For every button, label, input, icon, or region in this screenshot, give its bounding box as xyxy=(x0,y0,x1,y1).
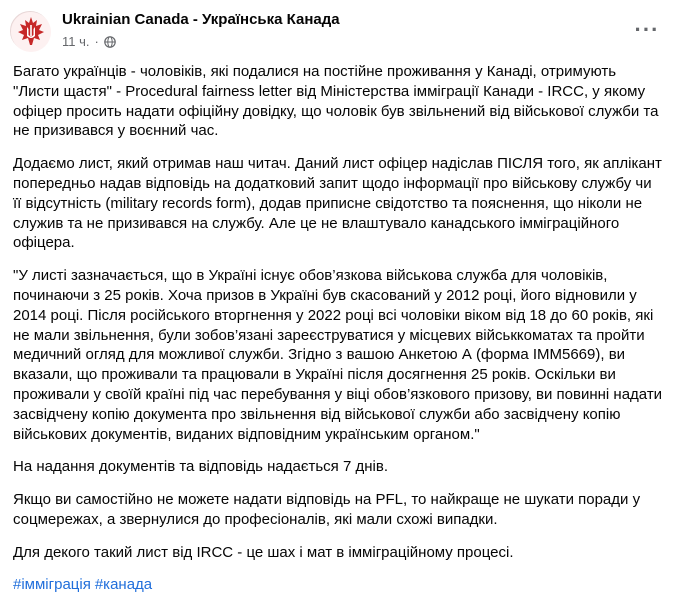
post-body xyxy=(13,62,663,594)
post-meta xyxy=(62,34,116,49)
page-avatar[interactable] xyxy=(10,11,50,51)
hashtag-canada[interactable]: #канада xyxy=(94,575,153,593)
more-options-button[interactable] xyxy=(629,12,665,48)
post-header xyxy=(10,10,665,54)
post-paragraph: Багато українців - чоловіків, які подалися на постійне проживання у Канаді, отримують "Листи щастя" - Procedural fairness letter від Міністерства імміграції Канади - IRCC, у якому офіцер просить надати офіційну довідку, що чоловік був звільнений від військової служби та не призивався у воєнний час. xyxy=(13,63,659,140)
hashtag-immigration[interactable]: #імміграція xyxy=(13,575,91,593)
globe-icon[interactable] xyxy=(104,36,116,48)
hashtags xyxy=(13,575,663,594)
post-paragraph: Для декого такий лист від IRCC - це шах і мат в імміграційному процесі. xyxy=(13,543,514,561)
post-time[interactable]: 11 ч. xyxy=(62,34,90,49)
meta-separator: · xyxy=(94,34,99,49)
post-paragraph: Якщо ви самостійно не можете надати відповідь на PFL, то найкраще не шукати поради у соцмережах, а звернулися до професіоналів, які мали схожі випадки. xyxy=(13,491,641,528)
post-paragraph: Додаємо лист, який отримав наш читач. Даний лист офіцер надіслав ПІСЛЯ того, як аплікант попередньо надав відповідь на додатковий запит щодо інформації про військову службу чи її відсутність (military records form), додав приписне свідотство та пояснення, що ніколи не служив та не призивався на службу. Але це не влаштувало канадського імміграційного офіцера. xyxy=(13,155,662,252)
more-icon: ··· xyxy=(634,17,660,42)
post-paragraph: "У листі зазначається, що в Україні існує обов’язкова військова служба для чоловіків, починаючи з 25 років. Хоча призов в Україні був скасований у 2012 році, його відновили у 2014 році. Після російського вторгнення у 2022 році всі чоловіки віком від 18 до 60 років, які не мали звільнення, були зобов’язані зареєструватися у місцевих військкоматах та пройти медичний огляд для можливої служби. Згідно з вашою Анкетою А (форма IMM5669), ви вказали, що проживали та працювали в Україні після досягнення 25 років. Оскільки ви проживали у своїй країні під час перебування у віці обов’язкового призову, ви повинні надати засвідчену копію документа про звільнення від військової служби або засвідчену копію військових документів, виданих відповідним українським органом." xyxy=(13,267,663,443)
post-paragraph: На надання документів та відповідь надається 7 днів. xyxy=(13,458,388,476)
maple-leaf-trident-logo-icon xyxy=(11,12,51,52)
page-name[interactable]: Ukrainian Canada - Українська Канада xyxy=(62,11,340,28)
